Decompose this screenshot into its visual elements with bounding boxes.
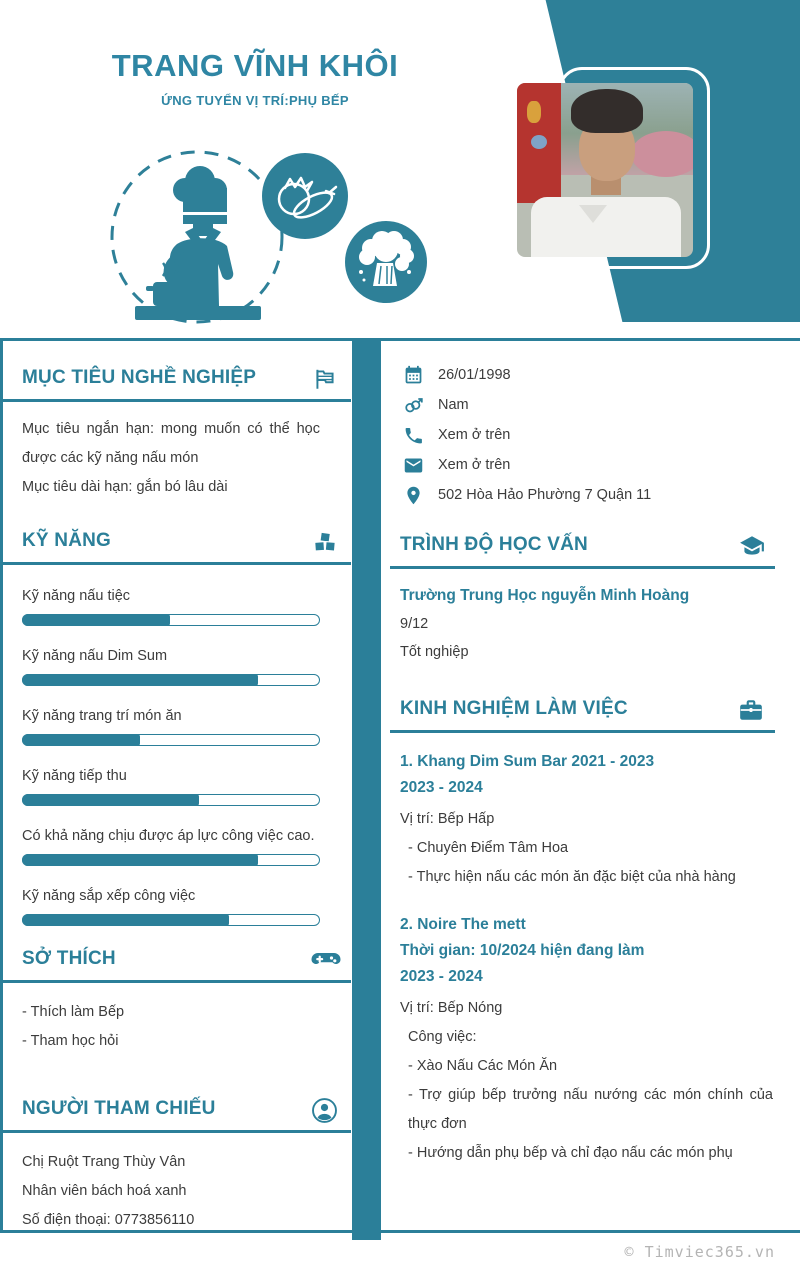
education-body xyxy=(390,582,775,666)
skill-bar xyxy=(22,734,320,746)
skill-bar xyxy=(22,854,320,866)
job-period: 2023 - 2024 xyxy=(400,779,483,796)
gender-icon xyxy=(403,395,424,416)
section-skills-header xyxy=(0,528,351,565)
graduation-cap-icon xyxy=(737,533,765,559)
references-list xyxy=(0,1148,351,1235)
info-row-phone: Xem ở trên xyxy=(403,420,775,450)
section-references-header xyxy=(0,1096,351,1133)
job-entry xyxy=(400,749,773,892)
job-entry xyxy=(400,912,773,1168)
skills-list xyxy=(0,586,351,926)
section-hobbies-header xyxy=(0,946,351,983)
tomato-eggplant-icon xyxy=(262,153,348,239)
job-period: 2023 - 2024 xyxy=(400,968,483,985)
job-title: 1. Khang Dim Sum Bar 2021 - 2023 xyxy=(400,753,655,770)
job-position: Vị trí: Bếp Hấp xyxy=(400,811,495,827)
applicant-photo xyxy=(517,83,693,257)
hobby-item: - Tham học hỏi xyxy=(22,1033,119,1049)
skill-item: Kỹ năng nấu Dim Sum xyxy=(22,646,320,686)
objective-text xyxy=(0,415,351,502)
info-row-birthday: 26/01/1998 xyxy=(403,360,775,390)
chef-cooking-illustration xyxy=(105,148,435,328)
skill-bar xyxy=(22,614,320,626)
copyright-watermark: © Timviec365.vn xyxy=(624,1243,775,1261)
job-title: 2. Noire The mett xyxy=(400,916,526,933)
job-detail: - Chuyên Điểm Tâm Hoa xyxy=(408,840,569,856)
section-title: TRÌNH ĐỘ HỌC VẤN xyxy=(400,534,588,555)
education-grade: 9/12 xyxy=(400,616,429,632)
hobby-item: - Thích làm Bếp xyxy=(22,1004,125,1020)
job-detail: - Hướng dẫn phụ bếp và chỉ đạo nấu các món phụ xyxy=(408,1145,733,1161)
objective-long-term: Mục tiêu dài hạn: gắn bó lâu dài xyxy=(22,479,228,495)
location-icon xyxy=(403,485,424,506)
column-divider-bar xyxy=(352,341,381,1240)
job-detail: - Thực hiện nấu các món ăn đặc biệt của nhà hàng xyxy=(408,869,736,885)
job-position: Vị trí: Bếp Nóng xyxy=(400,1000,503,1016)
personal-info-list xyxy=(390,360,775,510)
broccoli-icon xyxy=(345,221,427,303)
objective-short-term: Mục tiêu ngắn hạn: mong muốn có thể học được các kỹ năng nấu món xyxy=(22,421,320,466)
skill-item: Có khả năng chịu được áp lực công việc cao. xyxy=(22,826,320,866)
hobbies-list xyxy=(0,998,351,1056)
person-icon xyxy=(311,1097,339,1123)
skill-item: Kỹ năng trang trí món ăn xyxy=(22,706,320,746)
applied-position: ỨNG TUYỂN VỊ TRÍ:PHỤ BẾP xyxy=(161,93,349,108)
info-row-email: Xem ở trên xyxy=(403,450,775,480)
section-title: KỸ NĂNG xyxy=(22,530,112,551)
info-row-gender: Nam xyxy=(403,390,775,420)
right-column xyxy=(390,341,775,1168)
reference-name: Chị Ruột Trang Thùy Vân xyxy=(22,1154,186,1170)
skill-item: Kỹ năng sắp xếp công việc xyxy=(22,886,320,926)
left-column xyxy=(0,341,351,1235)
experience-body xyxy=(390,749,775,1168)
applicant-name: TRANG VĨNH KHÔI xyxy=(111,48,399,83)
section-experience-header xyxy=(390,696,775,733)
section-title: SỞ THÍCH xyxy=(22,948,116,969)
skill-bar xyxy=(22,794,320,806)
reference-phone: Số điện thoại: 0773856110 xyxy=(22,1212,195,1228)
gamepad-icon xyxy=(311,947,339,973)
skill-item: Kỹ năng tiếp thu xyxy=(22,766,320,806)
info-row-address: 502 Hòa Hảo Phường 7 Quận 11 xyxy=(403,480,775,510)
job-period: Thời gian: 10/2024 hiện đang làm xyxy=(400,942,645,959)
skill-item: Kỹ năng nấu tiệc xyxy=(22,586,320,626)
skill-bar xyxy=(22,914,320,926)
chef-cooking-icon xyxy=(135,166,261,320)
section-title: NGƯỜI THAM CHIẾU xyxy=(22,1098,216,1119)
section-title: MỤC TIÊU NGHỀ NGHIỆP xyxy=(22,367,257,388)
phone-icon xyxy=(403,425,424,446)
email-icon xyxy=(403,455,424,476)
flag-icon xyxy=(311,366,339,392)
briefcase-icon xyxy=(737,697,765,723)
section-title: KINH NGHIỆM LÀM VIỆC xyxy=(400,698,628,719)
calendar-icon xyxy=(403,365,424,386)
cubes-icon xyxy=(311,529,339,555)
education-status: Tốt nghiệp xyxy=(400,644,469,660)
reference-job: Nhân viên bách hoá xanh xyxy=(22,1183,187,1199)
job-detail-label: Công việc: xyxy=(408,1029,477,1045)
skill-bar xyxy=(22,674,320,686)
section-objective-header xyxy=(0,365,351,402)
job-detail: - Xào Nấu Các Món Ăn xyxy=(408,1058,558,1074)
school-name: Trường Trung Học nguyễn Minh Hoàng xyxy=(400,587,690,604)
job-detail: - Trợ giúp bếp trưởng nấu nướng các món chính của thực đơn xyxy=(408,1087,773,1132)
section-education-header xyxy=(390,532,775,569)
